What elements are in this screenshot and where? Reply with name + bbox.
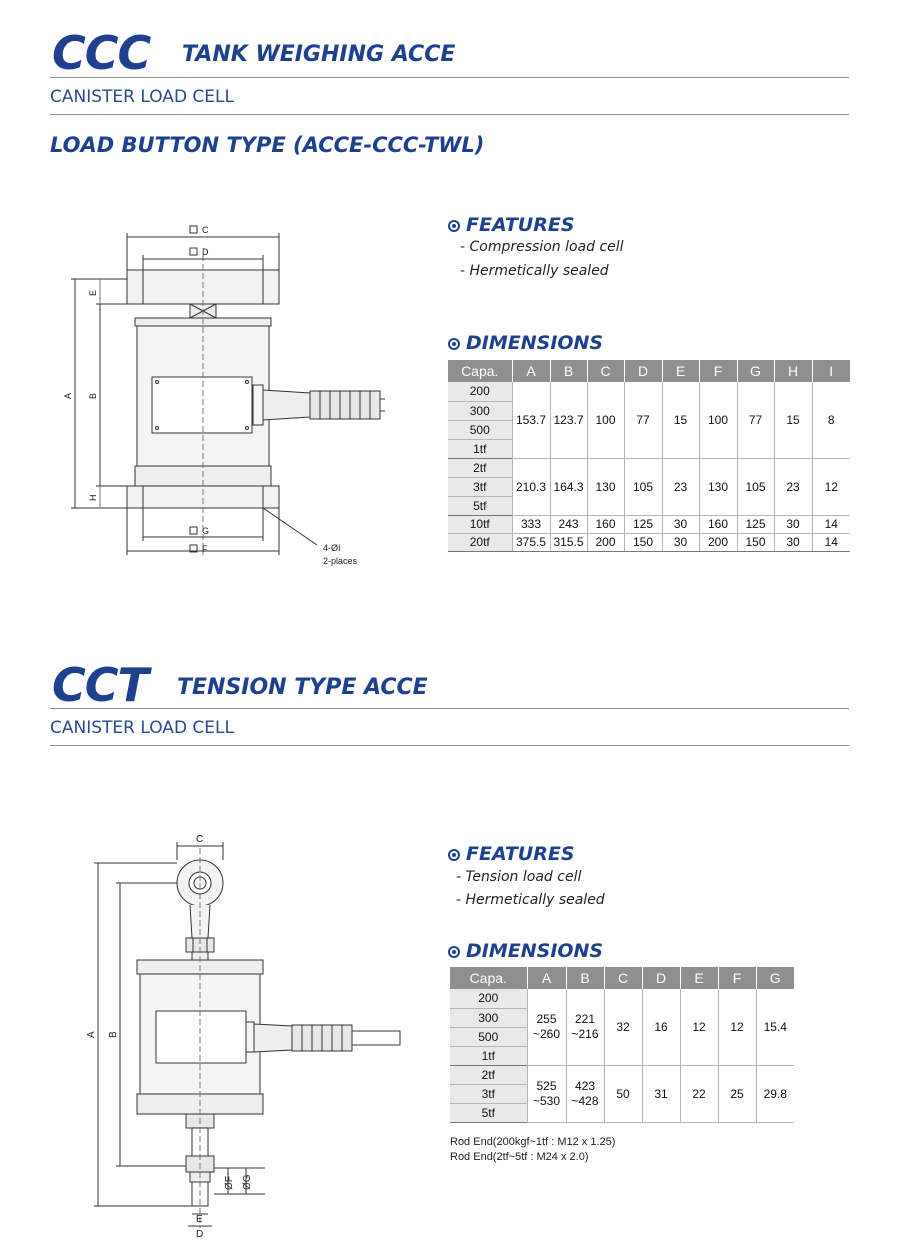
table-cell: 210.3 — [512, 458, 550, 515]
table-cell: 15 — [662, 382, 699, 458]
table-cell: 2tf — [448, 458, 512, 477]
table-row — [448, 458, 850, 477]
cct-subtitle: CANISTER LOAD CELL — [50, 718, 234, 738]
table-cell: 164.3 — [550, 458, 587, 515]
table-row — [450, 989, 794, 1008]
table-cell: 153.7 — [512, 382, 550, 458]
table-header: C — [604, 967, 642, 989]
table-header: Capa. — [448, 360, 512, 382]
table-cell: 200 — [587, 533, 624, 551]
table-header: E — [680, 967, 718, 989]
table-cell: 16 — [642, 989, 680, 1065]
table-cell: 150 — [737, 533, 774, 551]
circle-bullet-icon — [448, 946, 460, 958]
ccc-feature-2: - Hermetically sealed — [460, 263, 609, 279]
table-header: F — [718, 967, 756, 989]
table-row — [448, 515, 850, 533]
table-cell: 32 — [604, 989, 642, 1065]
cct-dim-c: C — [196, 834, 204, 845]
ccc-dim-c: C — [202, 225, 209, 235]
table-cell: 300 — [450, 1008, 527, 1027]
table-cell: 100 — [587, 382, 624, 458]
table-cell: 125 — [624, 515, 662, 533]
table-cell: 160 — [699, 515, 737, 533]
table-cell: 12 — [718, 989, 756, 1065]
ccc-dim-f: F — [202, 544, 208, 554]
table-cell: 105 — [624, 458, 662, 515]
table-cell: 8 — [812, 382, 850, 458]
table-header: F — [699, 360, 737, 382]
cct-dimensions-table — [450, 967, 794, 1123]
table-row — [448, 533, 850, 551]
table-cell: 423 ~428 — [566, 1065, 604, 1122]
table-cell: 23 — [774, 458, 812, 515]
cct-code: CCT — [52, 658, 148, 712]
cct-rod-end-note-1: Rod End(200kgf~1tf : M12 x 1.25) — [450, 1136, 616, 1148]
table-row — [450, 1065, 794, 1084]
table-cell: 14 — [812, 533, 850, 551]
table-cell: 77 — [624, 382, 662, 458]
ccc-dim-b: B — [88, 392, 98, 399]
table-cell: 200 — [448, 382, 512, 401]
cct-load-cell-drawing — [80, 828, 410, 1243]
ccc-hole-note-1: 4-ØI — [323, 543, 341, 553]
table-cell: 500 — [450, 1027, 527, 1046]
table-cell: 105 — [737, 458, 774, 515]
table-header: A — [512, 360, 550, 382]
table-cell: 12 — [812, 458, 850, 515]
table-header: D — [624, 360, 662, 382]
table-cell: 333 — [512, 515, 550, 533]
cct-dim-f: ØF — [224, 1176, 235, 1190]
table-header: H — [774, 360, 812, 382]
table-cell: 77 — [737, 382, 774, 458]
table-header: G — [756, 967, 794, 989]
cct-top-rule — [50, 708, 849, 709]
table-cell: 15 — [774, 382, 812, 458]
table-cell: 200 — [450, 989, 527, 1008]
table-header: C — [587, 360, 624, 382]
table-cell: 3tf — [450, 1084, 527, 1103]
table-header: B — [566, 967, 604, 989]
ccc-feature-1: - Compression load cell — [460, 239, 624, 255]
table-cell: 15.4 — [756, 989, 794, 1065]
table-cell: 123.7 — [550, 382, 587, 458]
table-cell: 300 — [448, 401, 512, 420]
ccc-dimensions-table — [448, 360, 850, 552]
table-header: E — [662, 360, 699, 382]
cct-dim-e: E — [196, 1214, 203, 1225]
table-cell: 130 — [587, 458, 624, 515]
ccc-hole-note-2: 2-places — [323, 556, 358, 566]
ccc-dim-e: E — [88, 289, 98, 296]
table-header: A — [527, 967, 566, 989]
table-header: G — [737, 360, 774, 382]
cct-dim-g: ØG — [242, 1174, 253, 1190]
table-cell: 5tf — [448, 496, 512, 515]
cct-features-heading: FEATURES — [448, 845, 575, 864]
table-cell: 23 — [662, 458, 699, 515]
cct-dim-a: A — [86, 1031, 97, 1038]
table-cell: 10tf — [448, 515, 512, 533]
cct-dimensions-heading: DIMENSIONS — [448, 942, 603, 961]
table-cell: 5tf — [450, 1103, 527, 1122]
table-cell: 150 — [624, 533, 662, 551]
table-cell: 1tf — [448, 439, 512, 458]
circle-bullet-icon — [448, 849, 460, 861]
ccc-features-heading: FEATURES — [448, 216, 575, 235]
table-cell: 3tf — [448, 477, 512, 496]
table-cell: 31 — [642, 1065, 680, 1122]
table-cell: 160 — [587, 515, 624, 533]
table-cell: 243 — [550, 515, 587, 533]
table-header: I — [812, 360, 850, 382]
table-cell: 30 — [774, 515, 812, 533]
table-header-row — [450, 967, 794, 989]
table-cell: 375.5 — [512, 533, 550, 551]
circle-bullet-icon — [448, 338, 460, 350]
table-cell: 500 — [448, 420, 512, 439]
table-cell: 50 — [604, 1065, 642, 1122]
table-cell: 30 — [662, 533, 699, 551]
table-cell: 20tf — [448, 533, 512, 551]
table-header: D — [642, 967, 680, 989]
cct-dim-b: B — [108, 1031, 119, 1038]
table-cell: 25 — [718, 1065, 756, 1122]
table-cell: 200 — [699, 533, 737, 551]
ccc-bottom-rule — [50, 114, 849, 115]
table-header: B — [550, 360, 587, 382]
table-row — [448, 382, 850, 401]
table-cell: 30 — [662, 515, 699, 533]
table-cell: 1tf — [450, 1046, 527, 1065]
cct-dim-d: D — [196, 1229, 204, 1240]
table-header: Capa. — [450, 967, 527, 989]
table-cell: 14 — [812, 515, 850, 533]
table-cell: 525 ~530 — [527, 1065, 566, 1122]
ccc-dim-g: G — [202, 526, 210, 536]
ccc-load-cell-drawing — [55, 215, 385, 575]
ccc-subtitle: CANISTER LOAD CELL — [50, 87, 234, 107]
table-cell: 29.8 — [756, 1065, 794, 1122]
table-header-row — [448, 360, 850, 382]
table-cell: 255 ~260 — [527, 989, 566, 1065]
ccc-top-rule — [50, 77, 849, 78]
table-cell: 30 — [774, 533, 812, 551]
ccc-dim-d: D — [202, 247, 209, 257]
ccc-dim-h: H — [88, 494, 98, 501]
table-cell: 125 — [737, 515, 774, 533]
cct-feature-2: - Hermetically sealed — [456, 892, 605, 908]
table-cell: 221 ~216 — [566, 989, 604, 1065]
ccc-title: TANK WEIGHING ACCE — [182, 42, 456, 67]
table-cell: 130 — [699, 458, 737, 515]
table-cell: 100 — [699, 382, 737, 458]
table-cell: 2tf — [450, 1065, 527, 1084]
table-cell: 315.5 — [550, 533, 587, 551]
table-cell: 12 — [680, 989, 718, 1065]
ccc-dim-a: A — [63, 392, 73, 399]
cct-feature-1: - Tension load cell — [456, 869, 582, 885]
cct-bottom-rule — [50, 745, 849, 746]
circle-bullet-icon — [448, 220, 460, 232]
cct-title: TENSION TYPE ACCE — [177, 675, 428, 700]
cct-rod-end-note-2: Rod End(2tf~5tf : M24 x 2.0) — [450, 1151, 589, 1163]
ccc-dimensions-heading: DIMENSIONS — [448, 334, 603, 353]
table-cell: 22 — [680, 1065, 718, 1122]
ccc-code: CCC — [52, 26, 151, 80]
ccc-type-title: LOAD BUTTON TYPE (ACCE-CCC-TWL) — [50, 133, 485, 157]
